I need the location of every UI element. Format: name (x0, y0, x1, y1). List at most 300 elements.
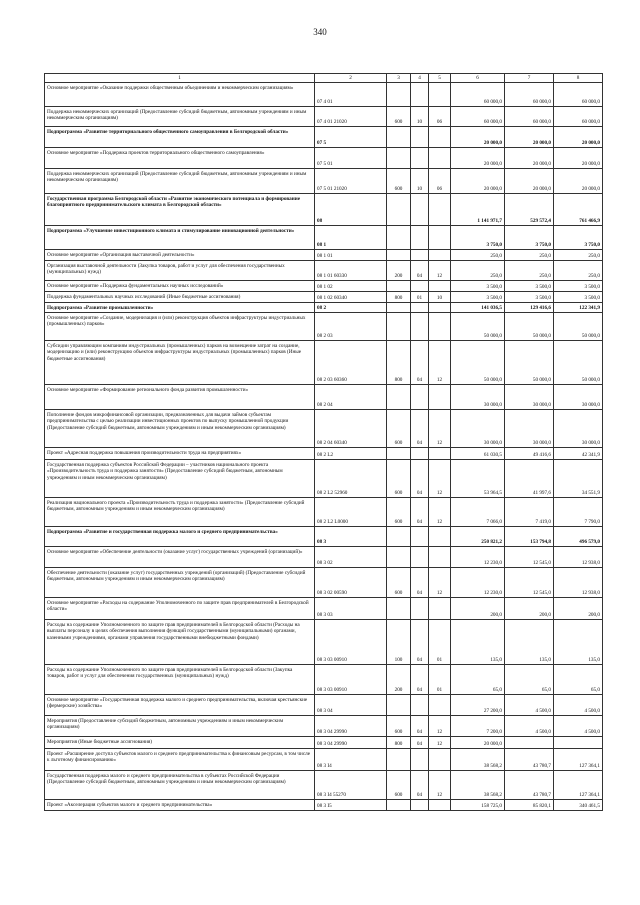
row-amount-year3 (554, 460, 603, 498)
row-amount-year2-text: 12 545,0 (532, 560, 551, 566)
row-expense-type (387, 226, 411, 250)
table-row (45, 148, 603, 169)
row-subsection-text: 12 (436, 490, 443, 496)
row-expense-type-text: 600 (394, 792, 403, 798)
row-amount-year3 (554, 527, 603, 547)
header-cell: 7 (505, 74, 554, 83)
row-amount-year1-text: 50 000,0 (483, 377, 502, 383)
row-amount-year1 (451, 410, 505, 448)
row-name-text: Основное мероприятие «Организация выставочной деятельности» (47, 252, 195, 258)
row-code (315, 261, 387, 281)
row-subsection-text: 12 (436, 440, 443, 446)
row-amount-year3-text: 135,0 (588, 657, 600, 663)
row-amount-year3 (554, 598, 603, 620)
row-expense-type (387, 695, 411, 716)
table-body (45, 74, 603, 811)
row-name-text: Основное мероприятие «Поддержка проектов территориального общественного самоуправления» (47, 150, 265, 156)
row-section (411, 460, 429, 498)
row-subsection (429, 261, 451, 281)
row-expense-type (387, 665, 411, 695)
row-code (315, 800, 387, 811)
row-amount-year2-text: 60 000,0 (532, 98, 551, 105)
row-subsection-text: 06 (436, 118, 443, 125)
row-code-text: 08 2 L2 L0000 (317, 519, 348, 525)
table-row (45, 695, 603, 716)
row-expense-type (387, 83, 411, 107)
row-amount-year1 (451, 313, 505, 341)
row-expense-type (387, 737, 411, 749)
row-amount-year3-text: 250,0 (588, 252, 600, 259)
row-subsection-text: 12 (436, 519, 443, 525)
row-subsection-text: 12 (436, 377, 443, 383)
row-name (45, 313, 315, 341)
row-code-text: 08 3 03 (317, 612, 333, 618)
row-amount-year3-text: 20 000,0 (581, 185, 600, 192)
row-amount-year1-text: 141 036,5 (481, 305, 502, 311)
row-subsection-text: 06 (436, 185, 443, 192)
row-section-text: 04 (416, 657, 423, 663)
row-expense-type (387, 410, 411, 448)
row-section-text: 04 (416, 792, 423, 798)
row-section-text: 04 (416, 687, 423, 693)
row-amount-year2 (505, 737, 554, 749)
row-code-text: 08 2 L2 52960 (317, 490, 348, 496)
row-name-text: Основное мероприятие «Создание, модернизация и (или) реконструкция объектов инфраструктуры индустриальных (промышленных) парков» (47, 315, 306, 328)
row-code-text: 08 3 (317, 539, 327, 545)
row-code-text: 08 3 04 29990 (317, 729, 347, 735)
row-name (45, 716, 315, 737)
row-subsection (429, 281, 451, 292)
row-section (411, 303, 429, 313)
row-code-text: 08 2 03 (317, 333, 333, 339)
row-subsection (429, 665, 451, 695)
row-amount-year3 (554, 547, 603, 568)
row-amount-year2-text: 65,0 (541, 687, 551, 693)
row-code (315, 460, 387, 498)
header-cell: 1 (45, 74, 315, 83)
row-subsection (429, 385, 451, 410)
row-section-text: 04 (416, 741, 423, 747)
row-amount-year3-text: 34 551,9 (581, 490, 600, 496)
row-code-text: 08 (317, 217, 323, 224)
row-name-text: Государственная программа Белгородской области «Развитие экономического потенциала и формирование благоприятного предпринимательского климата в Белгородской области» (47, 196, 301, 209)
row-amount-year2 (505, 226, 554, 250)
row-amount-year3 (554, 169, 603, 194)
row-amount-year1-text: 12 230,0 (483, 560, 502, 566)
row-amount-year3-text: 42 341,9 (581, 452, 600, 458)
table-row (45, 169, 603, 194)
row-amount-year2-text: 85 820,1 (532, 803, 551, 809)
table-row (45, 292, 603, 303)
row-amount-year3-text: 30 000,0 (581, 440, 600, 446)
row-name (45, 800, 315, 811)
row-code (315, 226, 387, 250)
row-amount-year3-text: 60 000,0 (581, 98, 600, 105)
row-name-text: Проект «Адресная поддержка повышения производительности труда на предприятиях» (47, 450, 242, 457)
row-amount-year1 (451, 620, 505, 665)
table-row (45, 460, 603, 498)
row-amount-year2 (505, 749, 554, 771)
row-section (411, 695, 429, 716)
row-name-text: Подпрограмма «Развитие промышленности» (47, 305, 154, 311)
row-name-text: Проект «Акселерация субъектов малого и среднего предпринимательства» (47, 802, 213, 809)
table-row (45, 313, 603, 341)
row-name (45, 498, 315, 527)
row-section (411, 313, 429, 341)
row-amount-year2 (505, 716, 554, 737)
row-amount-year3-text: 200,0 (588, 612, 600, 618)
row-amount-year2-text: 49 416,6 (532, 452, 551, 458)
row-name (45, 620, 315, 665)
row-section-text: 04 (416, 272, 423, 279)
row-amount-year2 (505, 194, 554, 226)
row-amount-year1-text: 27 200,0 (483, 708, 502, 714)
row-amount-year3-text: 340 461,5 (579, 803, 600, 809)
row-expense-type-text: 600 (394, 440, 403, 446)
row-amount-year1 (451, 547, 505, 568)
row-expense-type (387, 448, 411, 460)
row-amount-year1 (451, 341, 505, 385)
row-section (411, 410, 429, 448)
row-amount-year2-text: 20 000,0 (532, 160, 551, 167)
row-code-text: 08 3 I4 (317, 763, 332, 769)
row-amount-year1-text: 60 000,0 (483, 98, 502, 105)
row-amount-year3 (554, 281, 603, 292)
row-code (315, 194, 387, 226)
row-name (45, 410, 315, 448)
row-subsection (429, 460, 451, 498)
row-code-text: 08 2 03 60360 (317, 377, 347, 383)
row-section (411, 148, 429, 169)
row-amount-year3 (554, 107, 603, 127)
row-amount-year1-text: 50 000,0 (483, 333, 502, 339)
row-expense-type (387, 568, 411, 598)
row-amount-year1 (451, 498, 505, 527)
row-subsection-text: 10 (436, 294, 443, 301)
table-header-row (45, 74, 603, 83)
row-amount-year3-text: 30 000,0 (581, 402, 600, 408)
header-cell: 2 (315, 74, 387, 83)
row-amount-year2-text: 129 416,6 (530, 305, 551, 311)
row-amount-year1 (451, 448, 505, 460)
row-amount-year2-text: 20 000,0 (532, 139, 551, 146)
row-name-text: Основное мероприятие «Обеспечение деятельности (оказание услуг) государственных учреждений (организаций)» (47, 549, 303, 556)
row-code (315, 598, 387, 620)
row-subsection (429, 568, 451, 598)
row-name (45, 695, 315, 716)
row-code-text: 08 3 04 29990 (317, 741, 347, 747)
table-row (45, 527, 603, 547)
table-row (45, 127, 603, 148)
row-amount-year1 (451, 716, 505, 737)
row-code (315, 448, 387, 460)
row-name (45, 749, 315, 771)
row-expense-type (387, 303, 411, 313)
row-amount-year1 (451, 737, 505, 749)
row-code-text: 08 1 02 (317, 283, 333, 290)
row-subsection-text: 12 (436, 729, 443, 735)
row-name-text: Реализация национального проекта «Производительность труда и поддержка занятости» (Предоставление субсидий бюджетным, автономным учреждениям и иным некоммерческим организациям) (47, 500, 305, 513)
row-amount-year2 (505, 313, 554, 341)
row-name (45, 83, 315, 107)
row-expense-type (387, 194, 411, 226)
row-amount-year1 (451, 385, 505, 410)
row-code-text: 07 5 01 21020 (317, 185, 347, 192)
row-amount-year1-text: 20 000,0 (483, 741, 502, 747)
row-amount-year2 (505, 448, 554, 460)
row-section (411, 665, 429, 695)
row-amount-year2-text: 30 000,0 (532, 440, 551, 446)
row-amount-year2-text: 135,0 (539, 657, 551, 663)
row-amount-year1-text: 60 000,0 (483, 118, 502, 125)
row-section-text: 04 (416, 590, 423, 596)
header-cell: 3 (387, 74, 411, 83)
row-amount-year3 (554, 313, 603, 341)
row-name-text: Мероприятия (Иные бюджетные ассигнования) (47, 739, 152, 746)
row-expense-type (387, 547, 411, 568)
row-subsection (429, 498, 451, 527)
row-name (45, 292, 315, 303)
row-amount-year2 (505, 410, 554, 448)
row-subsection (429, 313, 451, 341)
row-amount-year3 (554, 695, 603, 716)
row-amount-year2 (505, 148, 554, 169)
row-subsection (429, 127, 451, 148)
row-amount-year3-text: 761 466,9 (579, 217, 600, 224)
row-expense-type-text: 200 (394, 272, 403, 279)
row-amount-year3 (554, 800, 603, 811)
row-amount-year1 (451, 169, 505, 194)
row-code-text: 07 4 01 21020 (317, 118, 347, 125)
table-row (45, 410, 603, 448)
row-name (45, 448, 315, 460)
row-amount-year2-text: 153 794,8 (530, 539, 551, 545)
row-code-text: 08 3 04 (317, 708, 333, 714)
row-amount-year3 (554, 716, 603, 737)
row-code-text: 08 3 02 (317, 560, 333, 566)
row-amount-year1 (451, 695, 505, 716)
row-expense-type-text: 600 (394, 185, 403, 192)
row-code (315, 410, 387, 448)
row-expense-type-text: 600 (394, 590, 403, 596)
row-amount-year1-text: 3 500,0 (486, 294, 502, 301)
row-subsection (429, 771, 451, 800)
row-code-text: 08 3 I4 55270 (317, 792, 346, 798)
row-amount-year1-text: 250 821,2 (481, 539, 502, 545)
row-amount-year3-text: 50 000,0 (581, 333, 600, 339)
row-amount-year2-text: 60 000,0 (532, 118, 551, 125)
row-code-text: 08 2 04 (317, 402, 333, 408)
row-name (45, 460, 315, 498)
table-row (45, 800, 603, 811)
row-amount-year1-text: 38 568,2 (483, 763, 502, 769)
row-expense-type-text: 800 (394, 741, 403, 747)
row-amount-year3-text: 50 000,0 (581, 377, 600, 383)
page-number: 340 (313, 27, 327, 37)
row-code-text: 07 5 (317, 139, 327, 146)
row-section (411, 341, 429, 385)
table-row (45, 107, 603, 127)
row-expense-type (387, 527, 411, 547)
row-amount-year1 (451, 107, 505, 127)
row-amount-year2-text: 41 997,6 (532, 490, 551, 496)
row-amount-year2-text: 3 750,0 (535, 241, 551, 248)
row-name-text: Расходы на содержание Уполномоченного по защите прав предпринимателей в Белгородской области (Закупка товаров, работ и услуг для обеспечения государственных (муниципальных) нужд) (47, 667, 293, 680)
row-amount-year1-text: 7 066,0 (486, 519, 502, 525)
row-code (315, 148, 387, 169)
row-amount-year1 (451, 568, 505, 598)
row-amount-year2-text: 4 500,0 (535, 708, 551, 714)
row-amount-year2-text: 200,0 (539, 612, 551, 618)
row-code (315, 665, 387, 695)
row-section (411, 771, 429, 800)
row-amount-year2 (505, 292, 554, 303)
row-section-text: 10 (416, 118, 423, 125)
row-expense-type (387, 498, 411, 527)
row-expense-type-text: 200 (394, 687, 403, 693)
header-cell: 4 (411, 74, 429, 83)
row-amount-year3 (554, 261, 603, 281)
row-amount-year2-text: 50 000,0 (532, 333, 551, 339)
row-code-text: 08 1 01 60330 (317, 272, 347, 279)
row-name-text: Подпрограмма «Развитие территориального общественного самоуправления в Белгородской области» (47, 129, 289, 135)
row-expense-type (387, 169, 411, 194)
row-expense-type-text: 800 (394, 294, 403, 301)
row-expense-type (387, 341, 411, 385)
row-amount-year2 (505, 527, 554, 547)
row-code (315, 385, 387, 410)
table-row (45, 716, 603, 737)
row-amount-year3-text: 496 579,0 (579, 539, 600, 545)
row-amount-year3-text: 122 341,9 (579, 305, 600, 311)
row-subsection (429, 303, 451, 313)
row-expense-type (387, 800, 411, 811)
row-name-text: Расходы на содержание Уполномоченного по защите прав предпринимателей в Белгородской области (Расходы на выплаты персоналу в целях обеспечения выполнения функций государственными (муниципальными) органами, казенными учреждениями, органами управления государственными внебюджетными фондами) (47, 622, 300, 641)
row-amount-year3 (554, 341, 603, 385)
row-amount-year3-text: 65,0 (590, 687, 600, 693)
row-section (411, 448, 429, 460)
table-row (45, 547, 603, 568)
row-amount-year3 (554, 83, 603, 107)
row-amount-year3-text: 127 364,1 (579, 792, 600, 798)
row-expense-type (387, 749, 411, 771)
row-amount-year1 (451, 771, 505, 800)
row-expense-type (387, 292, 411, 303)
row-expense-type-text: 600 (394, 118, 403, 125)
row-expense-type (387, 250, 411, 261)
row-amount-year1 (451, 800, 505, 811)
row-amount-year2-text: 50 000,0 (532, 377, 551, 383)
row-amount-year2 (505, 261, 554, 281)
row-section (411, 547, 429, 568)
row-section (411, 527, 429, 547)
row-code-text: 08 3 02 00590 (317, 590, 347, 596)
row-section (411, 620, 429, 665)
row-code (315, 281, 387, 292)
row-amount-year2-text: 20 000,0 (532, 185, 551, 192)
table-row (45, 341, 603, 385)
row-amount-year2-text: 43 780,7 (532, 763, 551, 769)
row-code-text: 08 3 I5 (317, 803, 332, 809)
row-name (45, 127, 315, 148)
row-amount-year3 (554, 410, 603, 448)
row-amount-year2 (505, 498, 554, 527)
row-code-text: 08 1 01 (317, 252, 333, 259)
row-amount-year1-text: 20 000,0 (483, 185, 502, 192)
row-code-text: 08 3 03 00910 (317, 687, 347, 693)
row-subsection (429, 749, 451, 771)
row-amount-year3-text: 3 500,0 (584, 283, 600, 290)
row-section (411, 292, 429, 303)
row-section (411, 83, 429, 107)
row-amount-year2-text: 43 780,7 (532, 792, 551, 798)
row-amount-year2 (505, 665, 554, 695)
row-amount-year3-text: 3 750,0 (584, 241, 600, 248)
row-amount-year2 (505, 169, 554, 194)
row-section (411, 127, 429, 148)
row-amount-year1 (451, 261, 505, 281)
row-amount-year1-text: 7 200,0 (486, 729, 502, 735)
row-amount-year2 (505, 598, 554, 620)
row-name-text: Мероприятия (Предоставление субсидий бюджетным, автономным учреждениям и иным некоммерческим организациям) (47, 718, 284, 731)
row-subsection (429, 448, 451, 460)
row-amount-year1 (451, 303, 505, 313)
row-amount-year3-text: 60 000,0 (581, 118, 600, 125)
row-section (411, 261, 429, 281)
row-amount-year3 (554, 498, 603, 527)
table-row (45, 448, 603, 460)
row-section-text: 01 (416, 294, 423, 301)
row-name-text: Основное мероприятие «Формирование регионального фонда развития промышленности» (47, 387, 249, 394)
row-amount-year1 (451, 194, 505, 226)
row-amount-year2-text: 529 572,4 (530, 217, 551, 224)
row-section (411, 498, 429, 527)
row-code (315, 620, 387, 665)
row-amount-year1-text: 20 000,0 (483, 160, 502, 167)
row-amount-year1-text: 3 750,0 (486, 241, 502, 248)
table-row (45, 250, 603, 261)
row-amount-year2 (505, 547, 554, 568)
row-amount-year3-text: 250,0 (588, 272, 600, 279)
row-section-text: 10 (416, 185, 423, 192)
row-subsection-text: 12 (436, 272, 443, 279)
row-amount-year1-text: 53 964,5 (483, 490, 502, 496)
row-code (315, 749, 387, 771)
row-amount-year3 (554, 771, 603, 800)
row-amount-year1 (451, 281, 505, 292)
row-name-text: Поддержка фундаментальных научных исследований (Иные бюджетные ассигнования) (47, 294, 241, 300)
row-amount-year1 (451, 598, 505, 620)
row-amount-year3 (554, 620, 603, 665)
row-name-text: Обеспечение деятельности (оказание услуг) государственных учреждений (организаций) (Предоставление субсидий бюджетным, автономным учреждениям и иным некоммерческим организациям) (47, 570, 306, 583)
row-amount-year1 (451, 292, 505, 303)
row-name (45, 281, 315, 292)
row-section (411, 250, 429, 261)
row-name-text: Подпрограмма «Развитие и государственная поддержка малого и среднего предпринимательства» (47, 529, 278, 536)
row-subsection-text: 01 (436, 657, 443, 663)
row-section (411, 107, 429, 127)
row-amount-year1-text: 1 141 971,7 (477, 217, 502, 224)
row-amount-year2 (505, 620, 554, 665)
row-amount-year2 (505, 341, 554, 385)
row-name-text: Основное мероприятие «Расходы на содержание Уполномоченного по защите прав предпринимателей в Белгородской области» (47, 600, 309, 613)
header-cell: 6 (451, 74, 505, 83)
row-amount-year3 (554, 665, 603, 695)
row-name (45, 169, 315, 194)
row-name (45, 385, 315, 410)
row-amount-year2-text: 3 500,0 (535, 283, 551, 290)
row-amount-year3 (554, 148, 603, 169)
